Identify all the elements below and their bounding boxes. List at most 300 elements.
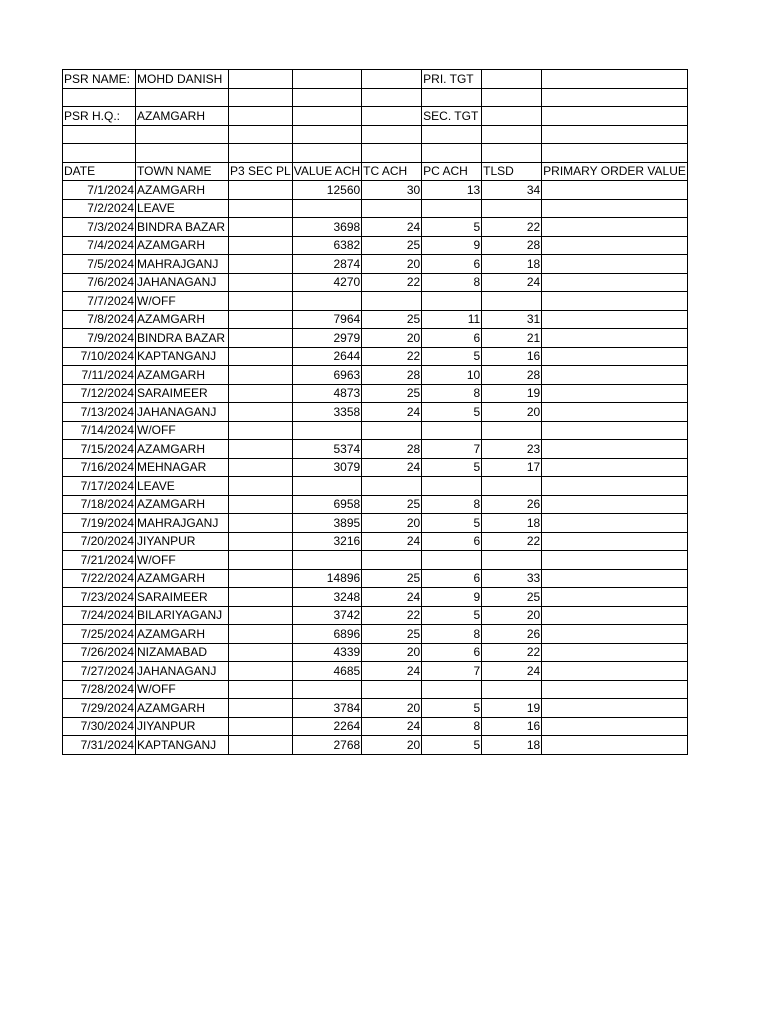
- p3-sec-pl-cell[interactable]: [229, 403, 293, 422]
- tlsd-cell[interactable]: [482, 292, 542, 311]
- town-name-cell[interactable]: W/OFF: [136, 421, 229, 440]
- empty-cell[interactable]: [292, 144, 361, 163]
- town-name-cell[interactable]: SARAIMEER: [136, 588, 229, 607]
- pc-ach-cell[interactable]: 9: [422, 236, 482, 255]
- pc-ach-cell[interactable]: [422, 477, 482, 496]
- pc-ach-cell[interactable]: 11: [422, 310, 482, 329]
- primary-order-value-cell[interactable]: [542, 255, 688, 274]
- tc-ach-cell[interactable]: 24: [362, 218, 422, 237]
- tc-ach-cell[interactable]: 20: [362, 699, 422, 718]
- date-cell[interactable]: 7/12/2024: [63, 384, 136, 403]
- tc-ach-cell[interactable]: 20: [362, 643, 422, 662]
- tc-ach-cell[interactable]: 24: [362, 588, 422, 607]
- empty-cell[interactable]: [542, 125, 688, 144]
- tlsd-cell[interactable]: 19: [482, 699, 542, 718]
- sec-tgt-value[interactable]: [482, 107, 542, 126]
- primary-order-value-cell[interactable]: [542, 384, 688, 403]
- empty-cell[interactable]: [482, 125, 542, 144]
- tlsd-cell[interactable]: 21: [482, 329, 542, 348]
- pc-ach-cell[interactable]: 5: [422, 514, 482, 533]
- tc-ach-cell[interactable]: [362, 477, 422, 496]
- date-cell[interactable]: 7/21/2024: [63, 551, 136, 570]
- empty-cell[interactable]: [229, 125, 293, 144]
- tc-ach-cell[interactable]: 22: [362, 347, 422, 366]
- empty-cell[interactable]: [362, 88, 422, 107]
- date-cell[interactable]: 7/24/2024: [63, 606, 136, 625]
- value-ach-cell[interactable]: 4270: [292, 273, 361, 292]
- tc-ach-cell[interactable]: 28: [362, 366, 422, 385]
- town-name-cell[interactable]: W/OFF: [136, 551, 229, 570]
- town-name-cell[interactable]: BINDRA BAZAR: [136, 329, 229, 348]
- pc-ach-cell[interactable]: 8: [422, 495, 482, 514]
- psr-hq-row: [63, 107, 688, 126]
- col-header-primary-order-value[interactable]: PRIMARY ORDER VALUE: [542, 162, 688, 181]
- value-ach-cell[interactable]: 4685: [292, 662, 361, 681]
- date-cell[interactable]: 7/31/2024: [63, 736, 136, 755]
- primary-order-value-cell[interactable]: [542, 199, 688, 218]
- value-ach-cell[interactable]: 3248: [292, 588, 361, 607]
- empty-cell[interactable]: [542, 144, 688, 163]
- town-name-cell[interactable]: MAHRAJGANJ: [136, 514, 229, 533]
- value-ach-cell[interactable]: 2644: [292, 347, 361, 366]
- tlsd-cell[interactable]: 17: [482, 458, 542, 477]
- pri-tgt-value[interactable]: [482, 70, 542, 89]
- pc-ach-cell[interactable]: 5: [422, 403, 482, 422]
- value-ach-cell[interactable]: 3698: [292, 218, 361, 237]
- primary-order-value-cell[interactable]: [542, 699, 688, 718]
- tlsd-cell[interactable]: 22: [482, 643, 542, 662]
- pc-ach-cell[interactable]: [422, 680, 482, 699]
- value-ach-cell[interactable]: 6896: [292, 625, 361, 644]
- value-ach-cell[interactable]: 7964: [292, 310, 361, 329]
- p3-sec-pl-cell[interactable]: [229, 662, 293, 681]
- primary-order-value-cell[interactable]: [542, 495, 688, 514]
- tlsd-cell[interactable]: 25: [482, 588, 542, 607]
- tc-ach-cell[interactable]: 25: [362, 569, 422, 588]
- primary-order-value-cell[interactable]: [542, 273, 688, 292]
- tlsd-cell[interactable]: 26: [482, 625, 542, 644]
- value-ach-cell[interactable]: 6963: [292, 366, 361, 385]
- town-name-cell[interactable]: JAHANAGANJ: [136, 273, 229, 292]
- date-cell[interactable]: 7/18/2024: [63, 495, 136, 514]
- town-name-cell[interactable]: BINDRA BAZAR: [136, 218, 229, 237]
- pc-ach-cell[interactable]: 6: [422, 255, 482, 274]
- value-ach-cell[interactable]: 3742: [292, 606, 361, 625]
- town-name-cell[interactable]: SARAIMEER: [136, 384, 229, 403]
- empty-cell[interactable]: [422, 125, 482, 144]
- pc-ach-cell[interactable]: 7: [422, 662, 482, 681]
- pc-ach-cell[interactable]: [422, 421, 482, 440]
- date-cell[interactable]: 7/10/2024: [63, 347, 136, 366]
- empty-cell[interactable]: [542, 70, 688, 89]
- date-cell[interactable]: 7/19/2024: [63, 514, 136, 533]
- pc-ach-cell[interactable]: 9: [422, 588, 482, 607]
- pc-ach-cell[interactable]: 5: [422, 218, 482, 237]
- p3-sec-pl-cell[interactable]: [229, 588, 293, 607]
- value-ach-cell[interactable]: 2768: [292, 736, 361, 755]
- tlsd-cell[interactable]: 28: [482, 366, 542, 385]
- p3-sec-pl-cell[interactable]: [229, 181, 293, 200]
- tlsd-cell[interactable]: 19: [482, 384, 542, 403]
- tc-ach-cell[interactable]: 24: [362, 717, 422, 736]
- p3-sec-pl-cell[interactable]: [229, 273, 293, 292]
- tlsd-cell[interactable]: 18: [482, 255, 542, 274]
- pc-ach-cell[interactable]: 8: [422, 625, 482, 644]
- tc-ach-cell[interactable]: 25: [362, 625, 422, 644]
- p3-sec-pl-cell[interactable]: [229, 236, 293, 255]
- town-name-cell[interactable]: KAPTANGANJ: [136, 736, 229, 755]
- tc-ach-cell[interactable]: 24: [362, 662, 422, 681]
- p3-sec-pl-cell[interactable]: [229, 310, 293, 329]
- tc-ach-cell[interactable]: 25: [362, 384, 422, 403]
- tlsd-cell[interactable]: 31: [482, 310, 542, 329]
- tc-ach-cell[interactable]: 25: [362, 495, 422, 514]
- tc-ach-cell[interactable]: 25: [362, 236, 422, 255]
- p3-sec-pl-cell[interactable]: [229, 458, 293, 477]
- town-name-cell[interactable]: KAPTANGANJ: [136, 347, 229, 366]
- value-ach-cell[interactable]: 4873: [292, 384, 361, 403]
- empty-cell[interactable]: [63, 144, 136, 163]
- tlsd-cell[interactable]: 18: [482, 514, 542, 533]
- tc-ach-cell[interactable]: [362, 421, 422, 440]
- value-ach-cell[interactable]: 3079: [292, 458, 361, 477]
- col-header-p3-sec-pl[interactable]: P3 SEC PL: [229, 162, 293, 181]
- primary-order-value-cell[interactable]: [542, 366, 688, 385]
- tlsd-cell[interactable]: [482, 477, 542, 496]
- tc-ach-cell[interactable]: 20: [362, 329, 422, 348]
- town-name-cell[interactable]: W/OFF: [136, 680, 229, 699]
- p3-sec-pl-cell[interactable]: [229, 384, 293, 403]
- tlsd-cell[interactable]: 33: [482, 569, 542, 588]
- pc-ach-cell[interactable]: 5: [422, 736, 482, 755]
- tc-ach-cell[interactable]: 20: [362, 255, 422, 274]
- date-cell[interactable]: 7/14/2024: [63, 421, 136, 440]
- town-name-cell[interactable]: AZAMGARH: [136, 699, 229, 718]
- primary-order-value-cell[interactable]: [542, 736, 688, 755]
- tlsd-cell[interactable]: [482, 421, 542, 440]
- value-ach-cell[interactable]: 3784: [292, 699, 361, 718]
- pc-ach-cell[interactable]: 6: [422, 643, 482, 662]
- p3-sec-pl-cell[interactable]: [229, 329, 293, 348]
- pc-ach-cell[interactable]: 5: [422, 606, 482, 625]
- empty-cell[interactable]: [362, 70, 422, 89]
- primary-order-value-cell[interactable]: [542, 236, 688, 255]
- tlsd-cell[interactable]: 22: [482, 218, 542, 237]
- tlsd-cell[interactable]: 23: [482, 440, 542, 459]
- p3-sec-pl-cell[interactable]: [229, 680, 293, 699]
- sec-tgt-label[interactable]: SEC. TGT: [422, 107, 482, 126]
- value-ach-cell[interactable]: 3358: [292, 403, 361, 422]
- value-ach-cell[interactable]: 2979: [292, 329, 361, 348]
- date-cell[interactable]: 7/13/2024: [63, 403, 136, 422]
- date-cell[interactable]: 7/7/2024: [63, 292, 136, 311]
- primary-order-value-cell[interactable]: [542, 569, 688, 588]
- pc-ach-cell[interactable]: [422, 199, 482, 218]
- date-cell[interactable]: 7/3/2024: [63, 218, 136, 237]
- tc-ach-cell[interactable]: 28: [362, 440, 422, 459]
- p3-sec-pl-cell[interactable]: [229, 532, 293, 551]
- tlsd-cell[interactable]: [482, 680, 542, 699]
- tc-ach-cell[interactable]: 24: [362, 532, 422, 551]
- psr-name-label[interactable]: PSR NAME:: [63, 70, 136, 89]
- tc-ach-cell[interactable]: [362, 199, 422, 218]
- p3-sec-pl-cell[interactable]: [229, 625, 293, 644]
- tc-ach-cell[interactable]: 25: [362, 310, 422, 329]
- psr-hq-label[interactable]: PSR H.Q.:: [63, 107, 136, 126]
- empty-cell[interactable]: [229, 88, 293, 107]
- town-name-cell[interactable]: LEAVE: [136, 199, 229, 218]
- value-ach-cell[interactable]: [292, 680, 361, 699]
- p3-sec-pl-cell[interactable]: [229, 477, 293, 496]
- primary-order-value-cell[interactable]: [542, 329, 688, 348]
- p3-sec-pl-cell[interactable]: [229, 255, 293, 274]
- town-name-cell[interactable]: BILARIYAGANJ: [136, 606, 229, 625]
- empty-cell[interactable]: [542, 107, 688, 126]
- tc-ach-cell[interactable]: [362, 292, 422, 311]
- pc-ach-cell[interactable]: 13: [422, 181, 482, 200]
- pc-ach-cell[interactable]: 5: [422, 347, 482, 366]
- pc-ach-cell[interactable]: [422, 292, 482, 311]
- col-header-date[interactable]: DATE: [63, 162, 136, 181]
- tc-ach-cell[interactable]: [362, 551, 422, 570]
- date-cell[interactable]: 7/25/2024: [63, 625, 136, 644]
- tc-ach-cell[interactable]: 24: [362, 458, 422, 477]
- empty-cell[interactable]: [136, 144, 229, 163]
- tc-ach-cell[interactable]: 30: [362, 181, 422, 200]
- p3-sec-pl-cell[interactable]: [229, 736, 293, 755]
- empty-cell[interactable]: [136, 125, 229, 144]
- value-ach-cell[interactable]: 2264: [292, 717, 361, 736]
- col-header-tlsd[interactable]: TLSD: [482, 162, 542, 181]
- date-cell[interactable]: 7/8/2024: [63, 310, 136, 329]
- town-name-cell[interactable]: AZAMGARH: [136, 181, 229, 200]
- date-cell[interactable]: 7/27/2024: [63, 662, 136, 681]
- col-header-tc-ach[interactable]: TC ACH: [362, 162, 422, 181]
- empty-cell[interactable]: [292, 88, 361, 107]
- empty-cell[interactable]: [229, 107, 293, 126]
- primary-order-value-cell[interactable]: [542, 606, 688, 625]
- tc-ach-cell[interactable]: [362, 680, 422, 699]
- p3-sec-pl-cell[interactable]: [229, 440, 293, 459]
- p3-sec-pl-cell[interactable]: [229, 495, 293, 514]
- empty-cell[interactable]: [482, 144, 542, 163]
- value-ach-cell[interactable]: 14896: [292, 569, 361, 588]
- date-cell[interactable]: 7/5/2024: [63, 255, 136, 274]
- empty-cell[interactable]: [63, 125, 136, 144]
- pc-ach-cell[interactable]: 8: [422, 273, 482, 292]
- primary-order-value-cell[interactable]: [542, 643, 688, 662]
- p3-sec-pl-cell[interactable]: [229, 514, 293, 533]
- primary-order-value-cell[interactable]: [542, 588, 688, 607]
- p3-sec-pl-cell[interactable]: [229, 292, 293, 311]
- empty-cell[interactable]: [542, 88, 688, 107]
- tc-ach-cell[interactable]: 24: [362, 403, 422, 422]
- pc-ach-cell[interactable]: 6: [422, 329, 482, 348]
- town-name-cell[interactable]: JIYANPUR: [136, 532, 229, 551]
- value-ach-cell[interactable]: 5374: [292, 440, 361, 459]
- empty-cell[interactable]: [292, 70, 361, 89]
- date-cell[interactable]: 7/9/2024: [63, 329, 136, 348]
- empty-cell[interactable]: [229, 144, 293, 163]
- pc-ach-cell[interactable]: 6: [422, 569, 482, 588]
- col-header-value-ach[interactable]: VALUE ACH: [292, 162, 361, 181]
- tlsd-cell[interactable]: 26: [482, 495, 542, 514]
- primary-order-value-cell[interactable]: [542, 625, 688, 644]
- tlsd-cell[interactable]: 28: [482, 236, 542, 255]
- date-cell[interactable]: 7/2/2024: [63, 199, 136, 218]
- p3-sec-pl-cell[interactable]: [229, 218, 293, 237]
- pc-ach-cell[interactable]: [422, 551, 482, 570]
- tlsd-cell[interactable]: 20: [482, 606, 542, 625]
- town-name-cell[interactable]: JAHANAGANJ: [136, 403, 229, 422]
- pc-ach-cell[interactable]: 5: [422, 699, 482, 718]
- primary-order-value-cell[interactable]: [542, 514, 688, 533]
- p3-sec-pl-cell[interactable]: [229, 199, 293, 218]
- primary-order-value-cell[interactable]: [542, 292, 688, 311]
- value-ach-cell[interactable]: [292, 551, 361, 570]
- tlsd-cell[interactable]: 18: [482, 736, 542, 755]
- date-cell[interactable]: 7/16/2024: [63, 458, 136, 477]
- town-name-cell[interactable]: W/OFF: [136, 292, 229, 311]
- primary-order-value-cell[interactable]: [542, 458, 688, 477]
- tc-ach-cell[interactable]: 20: [362, 514, 422, 533]
- date-cell[interactable]: 7/11/2024: [63, 366, 136, 385]
- primary-order-value-cell[interactable]: [542, 477, 688, 496]
- empty-cell[interactable]: [362, 125, 422, 144]
- empty-cell[interactable]: [136, 88, 229, 107]
- empty-cell[interactable]: [362, 144, 422, 163]
- tlsd-cell[interactable]: 20: [482, 403, 542, 422]
- primary-order-value-cell[interactable]: [542, 551, 688, 570]
- tlsd-cell[interactable]: 22: [482, 532, 542, 551]
- town-name-cell[interactable]: MAHRAJGANJ: [136, 255, 229, 274]
- empty-cell[interactable]: [292, 125, 361, 144]
- table-row: [63, 366, 688, 385]
- pc-ach-cell[interactable]: 8: [422, 717, 482, 736]
- date-cell[interactable]: 7/30/2024: [63, 717, 136, 736]
- tc-ach-cell[interactable]: 22: [362, 606, 422, 625]
- town-name-cell[interactable]: AZAMGARH: [136, 495, 229, 514]
- primary-order-value-cell[interactable]: [542, 403, 688, 422]
- empty-cell[interactable]: [292, 107, 361, 126]
- pri-tgt-label[interactable]: PRI. TGT: [422, 70, 482, 89]
- date-cell[interactable]: 7/29/2024: [63, 699, 136, 718]
- value-ach-cell[interactable]: 6958: [292, 495, 361, 514]
- date-cell[interactable]: 7/23/2024: [63, 588, 136, 607]
- table-row: [63, 699, 688, 718]
- town-name-cell[interactable]: AZAMGARH: [136, 236, 229, 255]
- primary-order-value-cell[interactable]: [542, 680, 688, 699]
- col-header-pc-ach[interactable]: PC ACH: [422, 162, 482, 181]
- town-name-cell[interactable]: AZAMGARH: [136, 569, 229, 588]
- p3-sec-pl-cell[interactable]: [229, 366, 293, 385]
- date-cell[interactable]: 7/26/2024: [63, 643, 136, 662]
- value-ach-cell[interactable]: 2874: [292, 255, 361, 274]
- primary-order-value-cell[interactable]: [542, 440, 688, 459]
- psr-hq-value[interactable]: AZAMGARH: [136, 107, 229, 126]
- primary-order-value-cell[interactable]: [542, 347, 688, 366]
- tlsd-cell[interactable]: [482, 199, 542, 218]
- primary-order-value-cell[interactable]: [542, 717, 688, 736]
- table-row: [63, 181, 688, 200]
- pc-ach-cell[interactable]: 8: [422, 384, 482, 403]
- value-ach-cell[interactable]: 3216: [292, 532, 361, 551]
- date-cell[interactable]: 7/4/2024: [63, 236, 136, 255]
- date-cell[interactable]: 7/6/2024: [63, 273, 136, 292]
- tlsd-cell[interactable]: 24: [482, 273, 542, 292]
- date-cell[interactable]: 7/1/2024: [63, 181, 136, 200]
- town-name-cell[interactable]: JAHANAGANJ: [136, 662, 229, 681]
- town-name-cell[interactable]: AZAMGARH: [136, 625, 229, 644]
- town-name-cell[interactable]: NIZAMABAD: [136, 643, 229, 662]
- value-ach-cell[interactable]: 12560: [292, 181, 361, 200]
- town-name-cell[interactable]: AZAMGARH: [136, 310, 229, 329]
- tlsd-cell[interactable]: [482, 551, 542, 570]
- primary-order-value-cell[interactable]: [542, 532, 688, 551]
- empty-cell[interactable]: [229, 70, 293, 89]
- p3-sec-pl-cell[interactable]: [229, 347, 293, 366]
- p3-sec-pl-cell[interactable]: [229, 569, 293, 588]
- town-name-cell[interactable]: AZAMGARH: [136, 440, 229, 459]
- empty-cell[interactable]: [422, 144, 482, 163]
- p3-sec-pl-cell[interactable]: [229, 717, 293, 736]
- p3-sec-pl-cell[interactable]: [229, 421, 293, 440]
- empty-cell[interactable]: [422, 88, 482, 107]
- tc-ach-cell[interactable]: 20: [362, 736, 422, 755]
- tlsd-cell[interactable]: 16: [482, 347, 542, 366]
- town-name-cell[interactable]: JIYANPUR: [136, 717, 229, 736]
- tlsd-cell[interactable]: 24: [482, 662, 542, 681]
- empty-cell[interactable]: [63, 88, 136, 107]
- tc-ach-cell[interactable]: 22: [362, 273, 422, 292]
- value-ach-cell[interactable]: 4339: [292, 643, 361, 662]
- p3-sec-pl-cell[interactable]: [229, 606, 293, 625]
- town-name-cell[interactable]: LEAVE: [136, 477, 229, 496]
- psr-name-value[interactable]: MOHD DANISH: [136, 70, 229, 89]
- value-ach-cell[interactable]: [292, 199, 361, 218]
- p3-sec-pl-cell[interactable]: [229, 551, 293, 570]
- pc-ach-cell[interactable]: 5: [422, 458, 482, 477]
- primary-order-value-cell[interactable]: [542, 181, 688, 200]
- value-ach-cell[interactable]: [292, 421, 361, 440]
- date-cell[interactable]: 7/17/2024: [63, 477, 136, 496]
- p3-sec-pl-cell[interactable]: [229, 699, 293, 718]
- tlsd-cell[interactable]: 16: [482, 717, 542, 736]
- date-cell[interactable]: 7/22/2024: [63, 569, 136, 588]
- pc-ach-cell[interactable]: 7: [422, 440, 482, 459]
- value-ach-cell[interactable]: 3895: [292, 514, 361, 533]
- pc-ach-cell[interactable]: 6: [422, 532, 482, 551]
- value-ach-cell[interactable]: [292, 292, 361, 311]
- primary-order-value-cell[interactable]: [542, 421, 688, 440]
- primary-order-value-cell[interactable]: [542, 662, 688, 681]
- primary-order-value-cell[interactable]: [542, 218, 688, 237]
- tlsd-cell[interactable]: 34: [482, 181, 542, 200]
- empty-cell[interactable]: [482, 88, 542, 107]
- col-header-town-name[interactable]: TOWN NAME: [136, 162, 229, 181]
- p3-sec-pl-cell[interactable]: [229, 643, 293, 662]
- date-cell[interactable]: 7/20/2024: [63, 532, 136, 551]
- value-ach-cell[interactable]: 6382: [292, 236, 361, 255]
- town-name-cell[interactable]: MEHNAGAR: [136, 458, 229, 477]
- town-name-cell[interactable]: AZAMGARH: [136, 366, 229, 385]
- value-ach-cell[interactable]: [292, 477, 361, 496]
- pc-ach-cell[interactable]: 10: [422, 366, 482, 385]
- date-cell[interactable]: 7/15/2024: [63, 440, 136, 459]
- empty-cell[interactable]: [362, 107, 422, 126]
- primary-order-value-cell[interactable]: [542, 310, 688, 329]
- date-cell[interactable]: 7/28/2024: [63, 680, 136, 699]
